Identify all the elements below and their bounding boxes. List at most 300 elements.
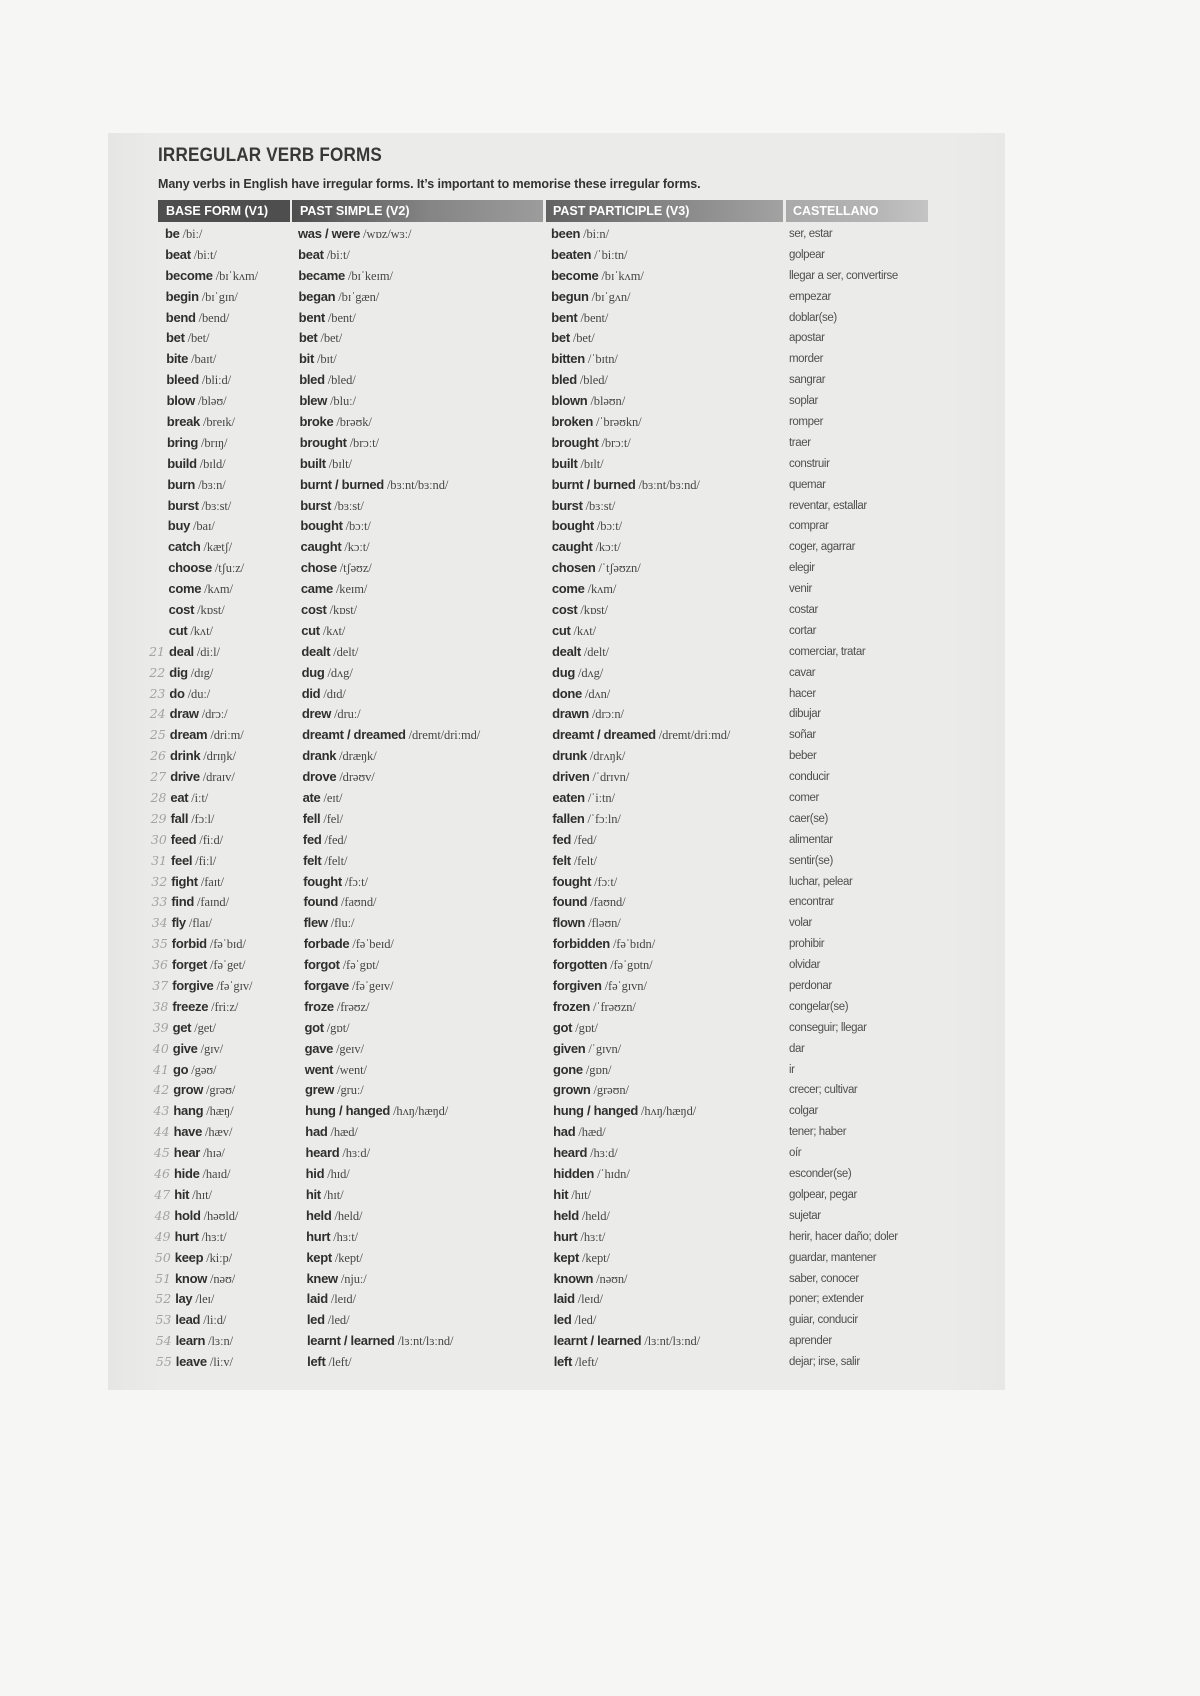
verb-form: break xyxy=(166,414,200,429)
verb-form: chose xyxy=(300,560,337,576)
verb-form: hide xyxy=(174,1166,200,1182)
phonetic-transcription: /bet/ xyxy=(187,331,210,346)
phonetic-transcription: /left/ xyxy=(328,1355,352,1370)
phonetic-transcription: /duː/ xyxy=(187,686,211,701)
castellano-cell: venir xyxy=(789,583,812,596)
handwritten-row-number: 21 xyxy=(149,643,165,659)
phonetic-transcription: /bɔːt/ xyxy=(596,519,623,534)
past-participle-cell xyxy=(552,684,610,704)
verb-form: bet xyxy=(298,330,318,346)
phonetic-transcription: /driːm/ xyxy=(210,728,244,743)
past-participle-cell xyxy=(552,433,631,453)
base-form-cell xyxy=(174,1143,225,1163)
verb-form: eat xyxy=(170,790,189,806)
past-participle-cell xyxy=(553,1248,609,1268)
phonetic-transcription: /fiːl/ xyxy=(195,853,217,868)
verb-form: dig xyxy=(169,664,188,680)
past-participle-cell xyxy=(551,370,607,390)
phonetic-transcription: /grəʊ/ xyxy=(206,1083,236,1098)
verb-form: bitten xyxy=(551,351,585,367)
phonetic-transcription: /friːz/ xyxy=(211,999,239,1014)
phonetic-transcription: /hɜːt/ xyxy=(201,1229,227,1244)
castellano-cell: comer xyxy=(789,792,819,805)
past-simple-cell xyxy=(304,976,393,996)
table-row xyxy=(0,851,1200,871)
handwritten-row-number: 54 xyxy=(155,1333,172,1349)
table-row xyxy=(0,1018,1200,1038)
phonetic-transcription: /kʌt/ xyxy=(190,623,213,638)
phonetic-transcription: /wɒz/wɜː/ xyxy=(363,227,412,241)
verb-form: cost xyxy=(168,602,195,618)
castellano-cell: alimentar xyxy=(789,833,833,846)
castellano-cell: luchar, pelear xyxy=(789,875,853,888)
verb-form: led xyxy=(553,1312,572,1328)
phonetic-transcription: /eɪt/ xyxy=(323,791,343,806)
table-row xyxy=(0,1122,1200,1142)
column-header-past-participle: PAST PARTICIPLE (V3) xyxy=(546,200,783,222)
past-simple-cell xyxy=(299,287,380,307)
past-simple-cell xyxy=(305,1060,367,1080)
phonetic-transcription: /faɪt/ xyxy=(200,874,224,889)
castellano-cell: ir xyxy=(789,1063,795,1076)
phonetic-transcription: /hɪə/ xyxy=(203,1146,225,1161)
phonetic-transcription: /bɪlt/ xyxy=(580,456,604,471)
phonetic-transcription: /hɪt/ xyxy=(571,1187,591,1202)
phonetic-transcription: /bliːd/ xyxy=(201,373,232,388)
past-simple-cell xyxy=(307,1289,356,1309)
table-row xyxy=(0,746,1200,766)
past-simple-cell xyxy=(307,1310,350,1330)
phonetic-transcription: /hɜːd/ xyxy=(342,1146,370,1161)
verb-form: freeze xyxy=(172,998,209,1014)
phonetic-transcription: /fɔːt/ xyxy=(344,874,368,889)
phonetic-transcription: /hɪt/ xyxy=(323,1187,344,1202)
phonetic-transcription: /biːt/ xyxy=(193,247,217,262)
past-simple-cell xyxy=(298,245,350,265)
handwritten-row-number: 27 xyxy=(150,769,167,785)
phonetic-transcription: /kɔːt/ xyxy=(344,540,370,555)
verb-form: eaten xyxy=(552,790,585,806)
base-form-cell xyxy=(172,955,245,975)
verb-form: burst xyxy=(300,497,332,513)
past-simple-cell xyxy=(303,851,347,871)
verb-form: fell xyxy=(302,810,321,826)
table-row xyxy=(0,767,1200,787)
past-simple-cell xyxy=(299,370,355,390)
past-simple-cell xyxy=(300,475,448,495)
past-participle-cell xyxy=(554,1269,628,1289)
phonetic-transcription: /fəˈgɪvn/ xyxy=(604,979,647,994)
table-row xyxy=(0,245,1200,265)
castellano-cell: golpear xyxy=(789,248,825,261)
verb-form: gone xyxy=(553,1061,583,1077)
handwritten-row-number: 26 xyxy=(150,748,166,764)
past-simple-cell xyxy=(305,1122,358,1142)
phonetic-transcription: /held/ xyxy=(334,1208,363,1223)
verb-form: burnt / burned xyxy=(551,476,636,492)
phonetic-transcription: /brɔːt/ xyxy=(349,435,379,450)
handwritten-row-number: 52 xyxy=(155,1291,172,1307)
verb-form: learnt / learned xyxy=(307,1333,395,1349)
verb-form: deal xyxy=(169,643,194,659)
phonetic-transcription: /faʊnd/ xyxy=(341,895,377,910)
castellano-cell: apostar xyxy=(789,332,825,345)
past-participle-cell xyxy=(553,872,618,892)
handwritten-row-number: 42 xyxy=(153,1082,170,1098)
handwritten-row-number: 50 xyxy=(154,1249,171,1265)
handwritten-row-number: 32 xyxy=(151,873,168,889)
table-row xyxy=(0,600,1200,620)
past-participle-cell xyxy=(553,1143,617,1163)
base-form-cell xyxy=(167,433,227,453)
base-form-cell xyxy=(173,1060,216,1080)
castellano-cell: conducir xyxy=(789,771,830,784)
phonetic-transcription: /gruː/ xyxy=(337,1083,364,1098)
verb-form: have xyxy=(173,1124,203,1140)
phonetic-transcription: /fəˈbeɪd/ xyxy=(352,937,394,952)
past-simple-cell xyxy=(304,913,355,933)
verb-form: hung / hanged xyxy=(305,1103,391,1119)
phonetic-transcription: /bɜːst/ xyxy=(334,498,364,513)
base-form-cell xyxy=(173,1018,216,1038)
phonetic-transcription: /həʊld/ xyxy=(203,1208,239,1223)
base-form-cell xyxy=(166,328,209,348)
verb-form: forgave xyxy=(304,978,349,994)
past-participle-cell xyxy=(552,496,616,516)
castellano-cell: olvidar xyxy=(789,959,821,972)
verb-form: hit xyxy=(174,1186,190,1202)
past-simple-cell xyxy=(301,537,370,557)
handwritten-row-number: 22 xyxy=(149,664,166,680)
phonetic-transcription: /dremt/driːmd/ xyxy=(408,728,481,743)
past-simple-cell xyxy=(306,1164,350,1184)
handwritten-row-number: 37 xyxy=(152,978,169,994)
handwritten-row-number: 28 xyxy=(150,790,167,806)
phonetic-transcription: /kætʃ/ xyxy=(203,540,233,555)
intro-text: Many verbs in English have irregular forms. It’s important to memorise these irregular forms. xyxy=(158,177,701,191)
verb-form: grow xyxy=(173,1082,204,1098)
verb-form: bleed xyxy=(166,372,199,388)
verb-form: blown xyxy=(551,393,588,409)
past-participle-cell xyxy=(552,558,641,578)
base-form-cell xyxy=(176,1331,233,1351)
phonetic-transcription: /frəʊz/ xyxy=(336,999,370,1014)
verb-form: cut xyxy=(168,622,188,638)
table-row xyxy=(0,1310,1200,1330)
phonetic-transcription: /drʌŋk/ xyxy=(589,749,626,764)
past-simple-cell xyxy=(299,391,356,411)
verb-form: drink xyxy=(170,748,201,764)
phonetic-transcription: /liːd/ xyxy=(203,1313,227,1328)
castellano-cell: sentir(se) xyxy=(789,854,833,867)
past-simple-cell xyxy=(303,809,343,829)
past-participle-cell xyxy=(553,1164,629,1184)
verb-form: forgive xyxy=(172,978,214,994)
table-row xyxy=(0,997,1200,1017)
verb-form: fed xyxy=(302,831,322,847)
phonetic-transcription: /bɜːst/ xyxy=(585,498,616,513)
past-participle-cell xyxy=(552,663,603,683)
past-participle-cell xyxy=(553,913,621,933)
base-form-cell xyxy=(167,475,225,495)
phonetic-transcription: /ˈfɔːln/ xyxy=(587,811,621,826)
past-simple-cell xyxy=(306,1206,362,1226)
phonetic-transcription: /kept/ xyxy=(581,1250,610,1265)
verb-form: forgotten xyxy=(552,957,608,973)
past-simple-cell xyxy=(298,224,411,244)
phonetic-transcription: /left/ xyxy=(575,1355,599,1370)
verb-form: drank xyxy=(302,748,337,764)
verb-form: cost xyxy=(551,602,578,618)
verb-form: gave xyxy=(304,1040,334,1056)
phonetic-transcription: /drəʊv/ xyxy=(339,770,375,785)
past-simple-cell xyxy=(305,1143,369,1163)
phonetic-transcription: /bent/ xyxy=(327,310,356,325)
table-row xyxy=(0,328,1200,348)
phonetic-transcription: /fɔːt/ xyxy=(594,874,618,889)
base-form-cell xyxy=(170,704,228,724)
table-row xyxy=(0,537,1200,557)
past-simple-cell xyxy=(301,642,358,662)
phonetic-transcription: /brəʊk/ xyxy=(336,415,372,429)
phonetic-transcription: /drɪŋk/ xyxy=(203,749,236,764)
base-form-cell xyxy=(171,872,224,892)
castellano-cell: comprar xyxy=(789,520,829,533)
phonetic-transcription: /nəʊn/ xyxy=(596,1271,628,1286)
verb-form: bent xyxy=(551,309,578,325)
phonetic-transcription: /hɜːd/ xyxy=(590,1146,618,1161)
handwritten-row-number: 38 xyxy=(152,998,169,1014)
handwritten-row-number: 48 xyxy=(154,1207,171,1223)
verb-form: hung / hanged xyxy=(553,1103,639,1119)
phonetic-transcription: /fləʊn/ xyxy=(588,916,621,931)
handwritten-row-number: 24 xyxy=(149,706,166,722)
verb-form: been xyxy=(551,226,581,241)
base-form-cell xyxy=(170,767,235,787)
verb-form: bite xyxy=(166,351,189,367)
castellano-cell: llegar a ser, convertirse xyxy=(789,269,898,282)
phonetic-transcription: /dɪd/ xyxy=(323,686,346,701)
past-simple-cell xyxy=(305,1101,448,1121)
phonetic-transcription: /fəˈgɒtn/ xyxy=(610,958,653,973)
verb-form: bled xyxy=(299,372,325,388)
base-form-cell xyxy=(175,1269,235,1289)
verb-form: dug xyxy=(552,664,575,680)
past-participle-cell xyxy=(551,287,630,307)
verb-form: built xyxy=(551,455,578,471)
phonetic-transcription: /breɪk/ xyxy=(203,415,235,429)
phonetic-transcription: /bend/ xyxy=(198,310,230,325)
table-row xyxy=(0,1039,1200,1059)
verb-form: fight xyxy=(171,873,198,889)
castellano-cell: construir xyxy=(789,457,830,470)
verb-form: feel xyxy=(171,852,193,868)
past-participle-cell xyxy=(554,1310,597,1330)
table-row xyxy=(0,1248,1200,1268)
base-form-cell xyxy=(176,1352,233,1372)
phonetic-transcription: /hɜːt/ xyxy=(580,1229,606,1244)
phonetic-transcription: /biːn/ xyxy=(583,227,609,241)
verb-form: driven xyxy=(552,769,590,785)
verb-form: forget xyxy=(172,957,208,973)
phonetic-transcription: /hɪd/ xyxy=(327,1167,350,1182)
phonetic-transcription: /kɔːt/ xyxy=(595,540,621,555)
table-row xyxy=(0,642,1200,662)
verb-form: led xyxy=(306,1312,325,1328)
castellano-cell: dejar; irse, salir xyxy=(789,1356,860,1369)
table-row xyxy=(0,391,1200,411)
table-row xyxy=(0,1352,1200,1372)
base-form-cell xyxy=(165,224,202,244)
phonetic-transcription: /grəʊn/ xyxy=(593,1083,629,1098)
phonetic-transcription: /bɪˈkʌm/ xyxy=(601,268,644,283)
base-form-cell xyxy=(170,788,208,808)
handwritten-row-number: 33 xyxy=(151,894,168,910)
phonetic-transcription: /fəˈgeɪv/ xyxy=(351,979,394,994)
verb-form: leave xyxy=(175,1354,207,1370)
verb-form: heard xyxy=(305,1145,340,1161)
table-row xyxy=(0,475,1200,495)
past-simple-cell xyxy=(302,767,374,787)
past-simple-cell xyxy=(307,1331,453,1351)
past-simple-cell xyxy=(302,725,480,745)
verb-form: burst xyxy=(551,497,583,513)
base-form-cell xyxy=(169,600,225,620)
past-participle-cell xyxy=(552,767,629,787)
verb-form: grew xyxy=(304,1082,335,1098)
verb-form: forbid xyxy=(171,936,207,952)
castellano-cell: morder xyxy=(789,353,824,366)
phonetic-transcription: /gɒt/ xyxy=(575,1020,598,1035)
table-row xyxy=(0,496,1200,516)
verb-form: began xyxy=(298,288,336,304)
phonetic-transcription: /drɔː/ xyxy=(201,707,228,722)
phonetic-transcription: /ˈdrɪvn/ xyxy=(592,770,630,785)
phonetic-transcription: /gəʊ/ xyxy=(191,1062,217,1077)
table-row xyxy=(0,579,1200,599)
castellano-cell: traer xyxy=(789,436,811,449)
base-form-cell xyxy=(171,830,223,850)
castellano-cell: ser, estar xyxy=(789,228,833,240)
phonetic-transcription: /fed/ xyxy=(574,832,597,847)
base-form-cell xyxy=(171,892,229,912)
castellano-cell: congelar(se) xyxy=(789,1000,849,1013)
verb-form: fly xyxy=(171,915,186,931)
verb-form: bet xyxy=(551,330,570,346)
castellano-cell: costar xyxy=(789,604,818,617)
base-form-cell xyxy=(165,266,258,286)
phonetic-transcription: /bɜːst/ xyxy=(201,498,232,513)
phonetic-transcription: /bləʊ/ xyxy=(198,394,227,409)
phonetic-transcription: /bluː/ xyxy=(330,394,356,409)
table-row xyxy=(0,913,1200,933)
phonetic-transcription: /faʊnd/ xyxy=(590,895,626,910)
past-participle-cell xyxy=(552,537,621,557)
past-participle-cell xyxy=(553,976,647,996)
past-simple-cell xyxy=(306,1227,358,1247)
base-form-cell xyxy=(167,391,227,411)
phonetic-transcription: /dremt/driːmd/ xyxy=(658,728,731,743)
base-form-cell xyxy=(172,934,246,954)
base-form-cell xyxy=(168,579,232,599)
verb-form: know xyxy=(175,1270,208,1286)
phonetic-transcription: /ˈbrəʊkn/ xyxy=(595,415,642,429)
phonetic-transcription: /hʌŋ/hæŋd/ xyxy=(393,1104,449,1119)
verb-form: build xyxy=(167,455,197,471)
phonetic-transcription: /dræŋk/ xyxy=(339,749,377,764)
verb-form: had xyxy=(553,1124,576,1140)
phonetic-transcription: /kʌt/ xyxy=(322,623,346,638)
phonetic-transcription: /gɒt/ xyxy=(326,1020,350,1035)
phonetic-transcription: /ˈfrəʊzn/ xyxy=(593,999,636,1014)
verb-form: held xyxy=(305,1207,332,1223)
verb-form: catch xyxy=(168,539,201,555)
base-form-cell xyxy=(166,349,216,369)
phonetic-transcription: /ˈbɪtn/ xyxy=(587,352,618,367)
phonetic-transcription: /bɪt/ xyxy=(317,352,337,367)
handwritten-row-number: 49 xyxy=(154,1228,171,1244)
past-simple-cell xyxy=(303,872,368,892)
castellano-cell: soplar xyxy=(789,395,818,408)
verb-form: forbidden xyxy=(552,936,610,952)
verb-form: give xyxy=(172,1040,198,1056)
phonetic-transcription: /leɪd/ xyxy=(330,1292,356,1307)
past-simple-cell xyxy=(301,600,357,620)
castellano-cell: guiar, conducir xyxy=(789,1314,858,1327)
phonetic-transcription: /delt/ xyxy=(333,644,359,659)
base-form-cell xyxy=(168,537,232,557)
past-simple-cell xyxy=(302,704,361,724)
verb-form: lead xyxy=(175,1312,201,1328)
past-simple-cell xyxy=(299,308,356,328)
past-participle-cell xyxy=(553,851,597,871)
phonetic-transcription: /fluː/ xyxy=(330,916,355,931)
castellano-cell: tener; haber xyxy=(789,1126,847,1139)
verb-form: get xyxy=(172,1019,192,1035)
verb-form: came xyxy=(300,581,333,597)
verb-form: hit xyxy=(553,1186,569,1202)
phonetic-transcription: /tʃəʊz/ xyxy=(339,561,372,576)
table-row xyxy=(0,370,1200,390)
phonetic-transcription: /geɪv/ xyxy=(336,1041,364,1056)
past-simple-cell xyxy=(301,621,345,641)
phonetic-transcription: /kɒst/ xyxy=(329,603,358,618)
base-form-cell xyxy=(169,621,213,641)
verb-form: beat xyxy=(298,246,324,262)
table-row xyxy=(0,1269,1200,1289)
table-row xyxy=(0,892,1200,912)
verb-form: caught xyxy=(300,539,342,555)
verb-form: laid xyxy=(553,1291,575,1307)
verb-form: found xyxy=(552,894,588,910)
handwritten-row-number: 31 xyxy=(151,852,167,868)
phonetic-transcription: /kʌm/ xyxy=(204,582,233,597)
phonetic-transcription: /hæd/ xyxy=(330,1125,358,1140)
phonetic-transcription: /njuː/ xyxy=(340,1271,367,1286)
castellano-cell: herir, hacer daño; doler xyxy=(789,1230,898,1243)
phonetic-transcription: /baɪ/ xyxy=(193,519,215,534)
past-participle-cell xyxy=(552,475,700,495)
verb-form: caught xyxy=(551,539,593,555)
verb-form: bend xyxy=(165,309,196,325)
past-participle-cell xyxy=(551,266,644,286)
verb-form: forgiven xyxy=(552,978,602,994)
verb-form: forgot xyxy=(303,957,340,973)
base-form-cell xyxy=(167,454,225,474)
phonetic-transcription: /brɪŋ/ xyxy=(201,435,228,450)
verb-form: drove xyxy=(302,769,337,785)
verb-form: bet xyxy=(166,330,185,346)
